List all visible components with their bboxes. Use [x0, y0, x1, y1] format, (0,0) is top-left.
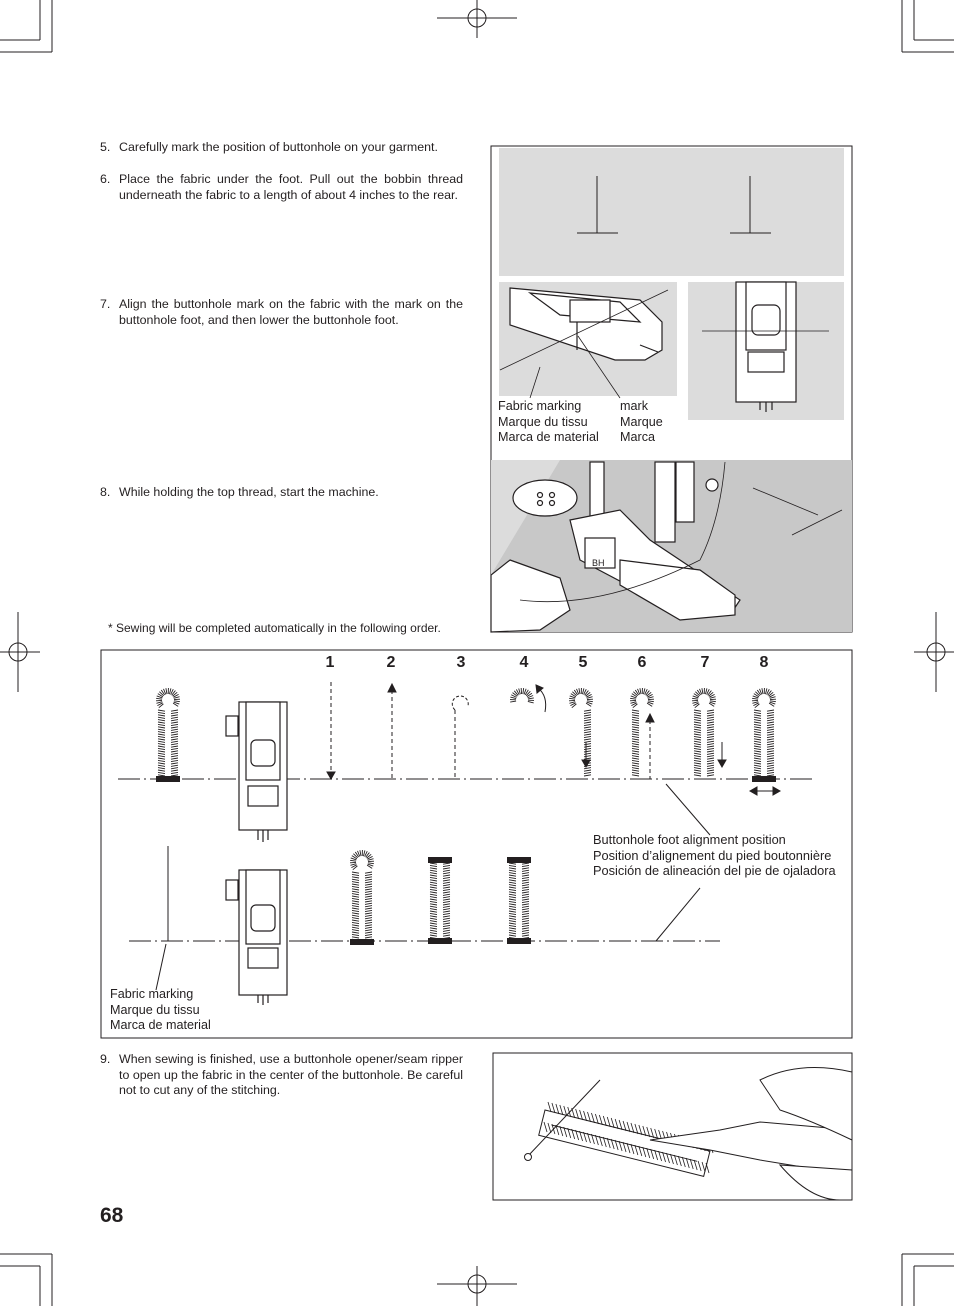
- step-7: 7. Align the buttonhole mark on the fabric with the mark on the buttonhole foot, and then lower the buttonhole foot.: [100, 297, 463, 327]
- step-8: 8. While holding the top thread, start the machine.: [100, 485, 379, 499]
- bh-foot-label: BH: [592, 558, 605, 568]
- step-6: 6. Place the fabric under the foot. Pull out the bobbin thread underneath the fabric to a length of about 4 inches to the rear.: [100, 172, 463, 202]
- step-5: 5. Carefully mark the position of buttonhole on your garment.: [100, 140, 438, 154]
- step-9: 9. When sewing is finished, use a buttonhole opener/seam ripper to open up the fabric in the center of the buttonhole. Be careful not to cut any of the stitching.: [100, 1052, 463, 1098]
- alignment-position-label: Buttonhole foot alignment position Position d’alignement du pied boutonnière Posición de alineación del pie de ojaladora: [593, 832, 836, 879]
- sequence-note: * Sewing will be completed automatically in the following order.: [108, 621, 441, 635]
- sequence-number-5: 5: [578, 654, 588, 671]
- mark-label: mark Marque Marca: [620, 399, 663, 445]
- fabric-marking-label-top: Fabric marking Marque du tissu Marca de material: [498, 399, 599, 445]
- sequence-number-4: 4: [519, 654, 529, 671]
- page-number: 68: [100, 1204, 124, 1227]
- sequence-number-1: 1: [325, 654, 335, 671]
- sequence-number-2: 2: [386, 654, 396, 671]
- sequence-number-6: 6: [637, 654, 647, 671]
- fabric-marking-label-sequence: Fabric marking Marque du tissu Marca de material: [110, 987, 211, 1033]
- sequence-number-3: 3: [456, 654, 466, 671]
- sequence-number-7: 7: [700, 654, 710, 671]
- sequence-number-8: 8: [759, 654, 769, 671]
